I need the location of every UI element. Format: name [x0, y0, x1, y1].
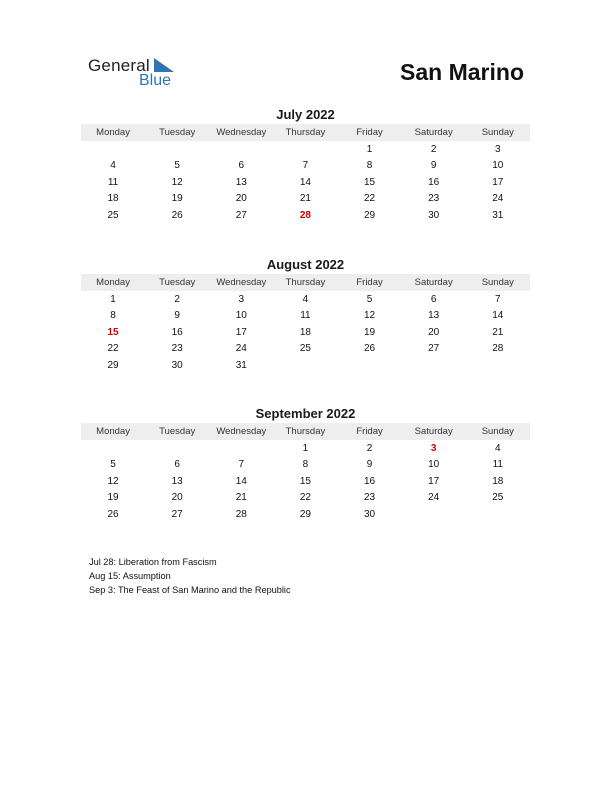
week-row	[81, 324, 530, 341]
day-cell: 20	[428, 326, 440, 338]
day-cell: 28	[235, 508, 247, 520]
day-cell: 22	[107, 343, 119, 355]
month-calendar-july	[81, 106, 530, 224]
weekday-label: Tuesday	[159, 277, 196, 288]
weekday-label: Wednesday	[216, 127, 267, 138]
day-cell: 15	[299, 475, 311, 487]
day-cell: 27	[235, 209, 247, 221]
day-cell: 2	[430, 143, 437, 155]
week-row	[81, 473, 530, 490]
holiday-note: Jul 28: Liberation from Fascism	[89, 557, 217, 567]
week-row	[81, 174, 530, 191]
day-cell: 31	[235, 359, 247, 371]
weekday-label: Friday	[356, 277, 383, 288]
day-cell: 18	[492, 475, 504, 487]
day-cell: 22	[299, 492, 311, 504]
day-cell: 26	[171, 209, 183, 221]
brand-logo	[88, 56, 188, 92]
day-cell: 14	[299, 176, 311, 188]
day-cell: 6	[238, 160, 245, 172]
week-row	[81, 341, 530, 358]
day-cell: 19	[364, 326, 376, 338]
day-cell: 2	[174, 293, 180, 305]
day-cell: 29	[364, 209, 376, 221]
day-cell: 27	[171, 508, 183, 520]
week-row	[81, 191, 530, 208]
day-cell: 23	[171, 343, 183, 355]
day-cell: 21	[299, 193, 311, 205]
day-cell: 27	[428, 343, 440, 355]
day-cell: 19	[107, 492, 119, 504]
day-cell: 11	[107, 176, 119, 188]
week-row	[81, 357, 530, 374]
week-row	[81, 141, 530, 158]
month-calendar-september	[81, 405, 530, 523]
day-cell: 3	[238, 293, 245, 305]
holiday-day-cell: 28	[299, 209, 311, 221]
day-cell: 2	[366, 442, 373, 454]
day-cell: 18	[299, 326, 311, 338]
day-cell: 1	[302, 442, 309, 454]
weekday-label: Tuesday	[159, 426, 196, 437]
day-cell: 5	[110, 459, 116, 471]
day-cell: 22	[364, 193, 376, 205]
day-cell: 28	[492, 343, 504, 355]
week-row	[81, 506, 530, 523]
day-cell: 25	[299, 343, 311, 355]
day-cell: 10	[428, 459, 440, 471]
day-cell: 31	[492, 209, 504, 221]
weekday-label: Thursday	[285, 426, 326, 437]
day-cell: 14	[235, 475, 247, 487]
holiday-note: Sep 3: The Feast of San Marino and the Republic	[89, 584, 291, 595]
day-cell: 12	[171, 176, 183, 188]
day-cell: 5	[174, 160, 180, 172]
day-cell: 8	[302, 459, 309, 471]
day-cell: 8	[110, 310, 116, 322]
day-cell: 9	[430, 160, 437, 172]
weekday-header	[81, 274, 530, 291]
day-cell: 23	[428, 193, 440, 205]
day-cell: 26	[107, 508, 119, 520]
day-cell: 7	[302, 160, 309, 172]
day-cell: 29	[299, 508, 311, 520]
holiday-day-cell: 3	[430, 442, 437, 454]
logo-blue-text: Blue	[139, 72, 172, 89]
weekday-label: Saturday	[414, 277, 453, 288]
country-title: San Marino	[400, 59, 524, 85]
day-cell: 13	[235, 176, 247, 188]
day-cell: 9	[174, 310, 180, 322]
day-cell: 23	[364, 492, 376, 504]
logo-general-text: General	[88, 56, 150, 75]
day-cell: 12	[107, 475, 119, 487]
day-cell: 11	[492, 459, 503, 471]
holiday-day-cell: 15	[107, 326, 119, 338]
day-cell: 12	[364, 310, 376, 322]
month-calendar-august	[81, 256, 530, 374]
day-cell: 24	[235, 343, 247, 355]
weekday-label: Friday	[356, 426, 383, 437]
day-cell: 25	[107, 209, 119, 221]
day-cell: 11	[300, 310, 311, 322]
weekday-label: Tuesday	[159, 127, 196, 138]
week-row	[81, 291, 530, 308]
month-grid	[81, 141, 530, 224]
day-cell: 4	[302, 293, 309, 305]
weekday-label: Wednesday	[216, 277, 267, 288]
weekday-label: Friday	[356, 127, 383, 138]
month-grid	[81, 291, 530, 374]
day-cell: 1	[366, 143, 373, 155]
weekday-label: Monday	[96, 127, 130, 138]
day-cell: 20	[171, 492, 183, 504]
day-cell: 30	[171, 359, 183, 371]
day-cell: 17	[428, 475, 440, 487]
weekday-label: Sunday	[481, 127, 514, 138]
month-title: August 2022	[266, 257, 345, 272]
day-cell: 24	[492, 193, 504, 205]
weekday-label: Monday	[96, 426, 130, 437]
day-cell: 7	[238, 459, 245, 471]
weekday-label: Saturday	[414, 426, 453, 437]
day-cell: 13	[428, 310, 440, 322]
day-cell: 6	[430, 293, 437, 305]
day-cell: 18	[107, 193, 119, 205]
day-cell: 29	[107, 359, 119, 371]
day-cell: 21	[492, 326, 504, 338]
weekday-label: Thursday	[285, 277, 326, 288]
day-cell: 26	[364, 343, 376, 355]
weekday-label: Monday	[96, 277, 130, 288]
day-cell: 20	[235, 193, 247, 205]
day-cell: 13	[171, 475, 183, 487]
day-cell: 10	[235, 310, 247, 322]
day-cell: 1	[110, 293, 116, 305]
day-cell: 14	[492, 310, 504, 322]
day-cell: 21	[235, 492, 247, 504]
holiday-notes	[89, 556, 291, 597]
day-cell: 9	[366, 459, 373, 471]
day-cell: 24	[428, 492, 440, 504]
weekday-label: Saturday	[414, 127, 453, 138]
day-cell: 16	[428, 176, 440, 188]
weekday-label: Thursday	[285, 127, 326, 138]
day-cell: 19	[171, 193, 183, 205]
week-row	[81, 158, 530, 175]
weekday-label: Wednesday	[216, 426, 267, 437]
month-title: September 2022	[255, 406, 356, 421]
day-cell: 4	[110, 160, 116, 172]
day-cell: 4	[495, 442, 501, 454]
day-cell: 7	[495, 293, 501, 305]
week-row	[81, 457, 530, 474]
month-title: July 2022	[276, 107, 335, 122]
day-cell: 17	[492, 176, 504, 188]
day-cell: 30	[364, 508, 376, 520]
day-cell: 5	[366, 293, 373, 305]
weekday-label: Sunday	[481, 426, 514, 437]
week-row	[81, 207, 530, 224]
day-cell: 6	[174, 459, 180, 471]
weekday-header	[81, 423, 530, 440]
weekday-header	[81, 124, 530, 141]
day-cell: 25	[492, 492, 504, 504]
day-cell: 17	[235, 326, 247, 338]
month-grid	[81, 440, 530, 523]
day-cell: 15	[364, 176, 376, 188]
day-cell: 30	[428, 209, 440, 221]
day-cell: 8	[366, 160, 373, 172]
day-cell: 3	[495, 143, 501, 155]
day-cell: 16	[171, 326, 183, 338]
week-row	[81, 490, 530, 507]
week-row	[81, 308, 530, 325]
holiday-note: Aug 15: Assumption	[89, 570, 171, 581]
weekday-label: Sunday	[481, 277, 514, 288]
day-cell: 10	[492, 160, 504, 172]
week-row	[81, 440, 530, 457]
day-cell: 16	[364, 475, 376, 487]
